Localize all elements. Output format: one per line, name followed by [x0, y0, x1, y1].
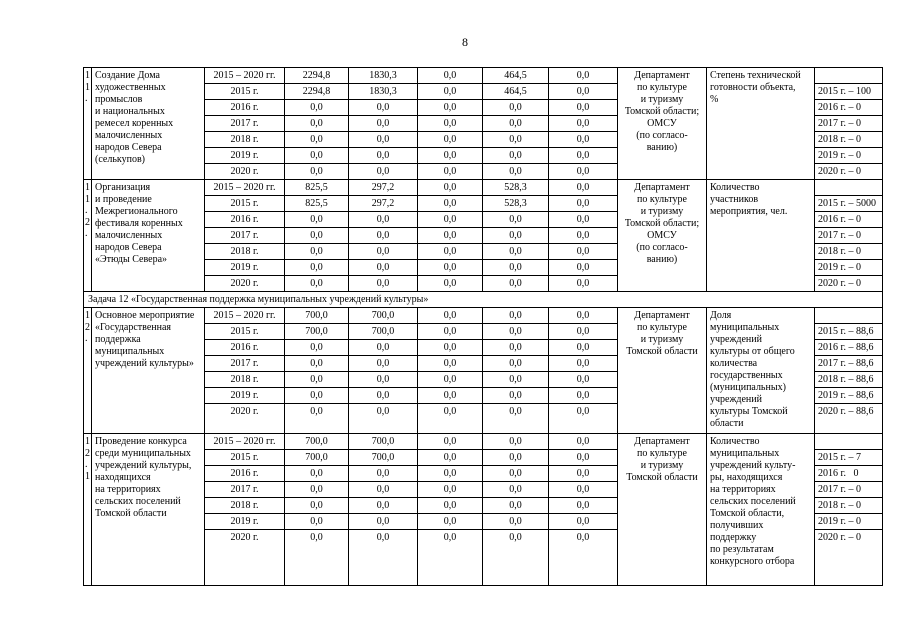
period-cell: 2015 – 2020 гг.: [205, 68, 285, 84]
amount-cell: 0,0: [418, 244, 483, 260]
amount-cell: 0,0: [418, 388, 483, 404]
indicator-value: 2018 г. – 0: [815, 132, 883, 148]
amount-cell: 0,0: [285, 404, 349, 434]
amount-cell: 0,0: [349, 404, 418, 434]
amount-cell: 464,5: [483, 68, 549, 84]
amount-cell: 0,0: [549, 164, 618, 180]
period-cell: 2019 г.: [205, 148, 285, 164]
amount-cell: 0,0: [549, 356, 618, 372]
amount-cell: 0,0: [285, 356, 349, 372]
item-name: Создание Дома художественных промыслов и национальных ремесел коренных малочисленных народов Севера (селькупов): [92, 68, 205, 180]
item-number: 1 1 .: [84, 68, 92, 180]
item-name: Основное мероприятие «Государственная поддержка муниципальных учреждений культуры»: [92, 308, 205, 434]
indicator-name: Количество участников мероприятия, чел.: [707, 180, 815, 292]
table-row: [84, 180, 883, 196]
amount-cell: 0,0: [285, 260, 349, 276]
period-cell: 2019 г.: [205, 260, 285, 276]
amount-cell: 0,0: [549, 450, 618, 466]
indicator-value: 2020 г. – 0: [815, 530, 883, 586]
amount-cell: 700,0: [285, 450, 349, 466]
amount-cell: 0,0: [349, 388, 418, 404]
amount-cell: 0,0: [549, 372, 618, 388]
amount-cell: 0,0: [483, 132, 549, 148]
amount-cell: 0,0: [549, 196, 618, 212]
amount-cell: 0,0: [349, 372, 418, 388]
amount-cell: 0,0: [285, 466, 349, 482]
amount-cell: 0,0: [483, 228, 549, 244]
amount-cell: 0,0: [549, 116, 618, 132]
amount-cell: 0,0: [549, 308, 618, 324]
indicator-value: 2017 г. – 0: [815, 482, 883, 498]
amount-cell: 825,5: [285, 196, 349, 212]
amount-cell: 0,0: [483, 404, 549, 434]
indicator-value: 2020 г. – 0: [815, 164, 883, 180]
amount-cell: 0,0: [418, 482, 483, 498]
indicator-name: Доля муниципальных учреждений культуры от общего количества государственных (муниципальных) учреждений культуры Томской области: [707, 308, 815, 434]
amount-cell: 2294,8: [285, 84, 349, 100]
period-cell: 2020 г.: [205, 276, 285, 292]
indicator-name: Количество муниципальных учреждений культу- ры, находящихся на территориях сельских поселений Томской области, получивших поддержку по результатам конкурсного отбора: [707, 434, 815, 586]
indicator-value: [815, 434, 883, 450]
amount-cell: 0,0: [483, 164, 549, 180]
amount-cell: 0,0: [349, 260, 418, 276]
amount-cell: 2294,8: [285, 68, 349, 84]
indicator-value: 2016 г. – 0: [815, 100, 883, 116]
amount-cell: 0,0: [285, 100, 349, 116]
amount-cell: 700,0: [349, 308, 418, 324]
amount-cell: 0,0: [483, 244, 549, 260]
indicator-value: 2016 г. – 0: [815, 212, 883, 228]
table-body: [84, 68, 883, 586]
amount-cell: 0,0: [418, 356, 483, 372]
amount-cell: 0,0: [549, 388, 618, 404]
amount-cell: 0,0: [349, 276, 418, 292]
amount-cell: 0,0: [549, 514, 618, 530]
indicator-value: [815, 68, 883, 84]
amount-cell: 1830,3: [349, 68, 418, 84]
amount-cell: 0,0: [418, 498, 483, 514]
amount-cell: 0,0: [483, 450, 549, 466]
period-cell: 2018 г.: [205, 498, 285, 514]
amount-cell: 0,0: [549, 482, 618, 498]
amount-cell: 0,0: [285, 212, 349, 228]
amount-cell: 0,0: [285, 132, 349, 148]
amount-cell: 0,0: [349, 164, 418, 180]
amount-cell: 0,0: [483, 356, 549, 372]
amount-cell: 0,0: [285, 530, 349, 586]
amount-cell: 0,0: [549, 498, 618, 514]
indicator-value: [815, 180, 883, 196]
amount-cell: 0,0: [483, 100, 549, 116]
period-cell: 2015 – 2020 гг.: [205, 434, 285, 450]
amount-cell: 0,0: [549, 244, 618, 260]
amount-cell: 0,0: [418, 514, 483, 530]
period-cell: 2019 г.: [205, 388, 285, 404]
amount-cell: 297,2: [349, 196, 418, 212]
amount-cell: 0,0: [549, 228, 618, 244]
amount-cell: 0,0: [549, 212, 618, 228]
amount-cell: 0,0: [418, 530, 483, 586]
indicator-value: 2019 г. – 0: [815, 148, 883, 164]
amount-cell: 0,0: [418, 132, 483, 148]
period-cell: 2017 г.: [205, 356, 285, 372]
amount-cell: 0,0: [549, 132, 618, 148]
amount-cell: 0,0: [549, 404, 618, 434]
amount-cell: 0,0: [483, 148, 549, 164]
amount-cell: 0,0: [349, 244, 418, 260]
amount-cell: 0,0: [418, 180, 483, 196]
amount-cell: 825,5: [285, 180, 349, 196]
amount-cell: 0,0: [349, 148, 418, 164]
amount-cell: 0,0: [418, 228, 483, 244]
amount-cell: 700,0: [285, 324, 349, 340]
amount-cell: 0,0: [549, 148, 618, 164]
amount-cell: 0,0: [285, 116, 349, 132]
period-cell: 2015 – 2020 гг.: [205, 180, 285, 196]
program-activities-table: [83, 67, 883, 586]
amount-cell: 0,0: [483, 530, 549, 586]
amount-cell: 0,0: [418, 372, 483, 388]
indicator-value: 2016 г. – 88,6: [815, 340, 883, 356]
amount-cell: 0,0: [483, 212, 549, 228]
amount-cell: 0,0: [549, 100, 618, 116]
period-cell: 2020 г.: [205, 530, 285, 586]
amount-cell: 0,0: [285, 244, 349, 260]
period-cell: 2015 – 2020 гг.: [205, 308, 285, 324]
amount-cell: 0,0: [418, 148, 483, 164]
period-cell: 2018 г.: [205, 372, 285, 388]
amount-cell: 0,0: [483, 324, 549, 340]
amount-cell: 0,0: [418, 196, 483, 212]
amount-cell: 700,0: [349, 434, 418, 450]
department-cell: Департамент по культуре и туризму Томской области; ОМСУ (по согласо- ванию): [618, 68, 707, 180]
item-number: 1 2 . 1: [84, 434, 92, 586]
table-row: [84, 308, 883, 324]
indicator-value: 2015 г. – 88,6: [815, 324, 883, 340]
amount-cell: 0,0: [418, 324, 483, 340]
period-cell: 2020 г.: [205, 404, 285, 434]
amount-cell: 0,0: [418, 404, 483, 434]
amount-cell: 0,0: [549, 340, 618, 356]
indicator-value: 2019 г. – 88,6: [815, 388, 883, 404]
period-cell: 2020 г.: [205, 164, 285, 180]
indicator-value: 2020 г. – 88,6: [815, 404, 883, 434]
amount-cell: 0,0: [418, 100, 483, 116]
amount-cell: 700,0: [349, 450, 418, 466]
amount-cell: 0,0: [483, 498, 549, 514]
amount-cell: 0,0: [349, 116, 418, 132]
table-row: [84, 68, 883, 84]
indicator-name: Степень технической готовности объекта, %: [707, 68, 815, 180]
amount-cell: 0,0: [285, 228, 349, 244]
amount-cell: 700,0: [349, 324, 418, 340]
amount-cell: 0,0: [483, 260, 549, 276]
department-cell: Департамент по культуре и туризму Томской области: [618, 434, 707, 586]
period-cell: 2018 г.: [205, 132, 285, 148]
indicator-value: 2017 г. – 0: [815, 116, 883, 132]
amount-cell: 0,0: [418, 116, 483, 132]
amount-cell: 0,0: [285, 482, 349, 498]
period-cell: 2017 г.: [205, 116, 285, 132]
amount-cell: 464,5: [483, 84, 549, 100]
amount-cell: 0,0: [549, 434, 618, 450]
amount-cell: 0,0: [418, 340, 483, 356]
amount-cell: 0,0: [483, 482, 549, 498]
indicator-value: 2019 г. – 0: [815, 260, 883, 276]
period-cell: 2015 г.: [205, 84, 285, 100]
task-title: Задача 12 «Государственная поддержка муниципальных учреждений культуры»: [84, 292, 883, 308]
indicator-value: 2015 г. – 7: [815, 450, 883, 466]
task-row: [84, 292, 883, 308]
amount-cell: 0,0: [483, 514, 549, 530]
amount-cell: 0,0: [418, 68, 483, 84]
table-row: [84, 434, 883, 450]
period-cell: 2017 г.: [205, 482, 285, 498]
amount-cell: 0,0: [549, 68, 618, 84]
amount-cell: 528,3: [483, 180, 549, 196]
amount-cell: 0,0: [285, 148, 349, 164]
amount-cell: 0,0: [418, 466, 483, 482]
indicator-value: 2019 г. – 0: [815, 514, 883, 530]
amount-cell: 0,0: [285, 164, 349, 180]
period-cell: 2018 г.: [205, 244, 285, 260]
amount-cell: 0,0: [418, 450, 483, 466]
amount-cell: 0,0: [483, 308, 549, 324]
amount-cell: 700,0: [285, 308, 349, 324]
amount-cell: 0,0: [549, 260, 618, 276]
period-cell: 2016 г.: [205, 466, 285, 482]
amount-cell: 0,0: [549, 84, 618, 100]
amount-cell: 0,0: [483, 388, 549, 404]
amount-cell: 0,0: [349, 530, 418, 586]
amount-cell: 0,0: [549, 180, 618, 196]
indicator-value: 2015 г. – 100: [815, 84, 883, 100]
period-cell: 2016 г.: [205, 340, 285, 356]
item-name: Проведение конкурса среди муниципальных учреждений культуры, находящихся на территориях сельских поселений Томской области: [92, 434, 205, 586]
indicator-value: 2018 г. – 0: [815, 244, 883, 260]
amount-cell: 0,0: [418, 276, 483, 292]
amount-cell: 0,0: [418, 308, 483, 324]
amount-cell: 0,0: [483, 434, 549, 450]
amount-cell: 0,0: [349, 228, 418, 244]
amount-cell: 0,0: [285, 514, 349, 530]
amount-cell: 0,0: [285, 388, 349, 404]
period-cell: 2015 г.: [205, 450, 285, 466]
item-number: 1 2 .: [84, 308, 92, 434]
amount-cell: 0,0: [418, 434, 483, 450]
amount-cell: 0,0: [483, 276, 549, 292]
amount-cell: 0,0: [418, 212, 483, 228]
item-name: Организация и проведение Межрегионального фестиваля коренных малочисленных народов Севера «Этюды Севера»: [92, 180, 205, 292]
amount-cell: 0,0: [349, 356, 418, 372]
indicator-value: 2015 г. – 5000: [815, 196, 883, 212]
item-number: 1 1 . 2 .: [84, 180, 92, 292]
period-cell: 2017 г.: [205, 228, 285, 244]
amount-cell: 0,0: [285, 498, 349, 514]
amount-cell: 1830,3: [349, 84, 418, 100]
amount-cell: 0,0: [418, 84, 483, 100]
amount-cell: 700,0: [285, 434, 349, 450]
amount-cell: 0,0: [349, 132, 418, 148]
period-cell: 2016 г.: [205, 212, 285, 228]
amount-cell: 0,0: [483, 372, 549, 388]
amount-cell: 0,0: [549, 530, 618, 586]
indicator-value: 2020 г. – 0: [815, 276, 883, 292]
amount-cell: 0,0: [349, 482, 418, 498]
amount-cell: 0,0: [285, 340, 349, 356]
amount-cell: 0,0: [349, 212, 418, 228]
indicator-value: 2017 г. – 0: [815, 228, 883, 244]
amount-cell: 0,0: [349, 498, 418, 514]
amount-cell: 297,2: [349, 180, 418, 196]
indicator-value: 2016 г. 0: [815, 466, 883, 482]
indicator-value: 2017 г. – 88,6: [815, 356, 883, 372]
department-cell: Департамент по культуре и туризму Томской области; ОМСУ (по согласо- ванию): [618, 180, 707, 292]
period-cell: 2015 г.: [205, 196, 285, 212]
indicator-value: 2018 г. – 0: [815, 498, 883, 514]
amount-cell: 0,0: [349, 466, 418, 482]
amount-cell: 528,3: [483, 196, 549, 212]
period-cell: 2016 г.: [205, 100, 285, 116]
amount-cell: 0,0: [549, 276, 618, 292]
amount-cell: 0,0: [285, 372, 349, 388]
period-cell: 2019 г.: [205, 514, 285, 530]
department-cell: Департамент по культуре и туризму Томской области: [618, 308, 707, 434]
amount-cell: 0,0: [483, 340, 549, 356]
amount-cell: 0,0: [418, 260, 483, 276]
amount-cell: 0,0: [549, 324, 618, 340]
amount-cell: 0,0: [549, 466, 618, 482]
amount-cell: 0,0: [418, 164, 483, 180]
amount-cell: 0,0: [349, 514, 418, 530]
amount-cell: 0,0: [349, 340, 418, 356]
indicator-value: 2018 г. – 88,6: [815, 372, 883, 388]
period-cell: 2015 г.: [205, 324, 285, 340]
amount-cell: 0,0: [483, 116, 549, 132]
amount-cell: 0,0: [349, 100, 418, 116]
page-number: 8: [462, 35, 468, 49]
amount-cell: 0,0: [285, 276, 349, 292]
amount-cell: 0,0: [483, 466, 549, 482]
indicator-value: [815, 308, 883, 324]
